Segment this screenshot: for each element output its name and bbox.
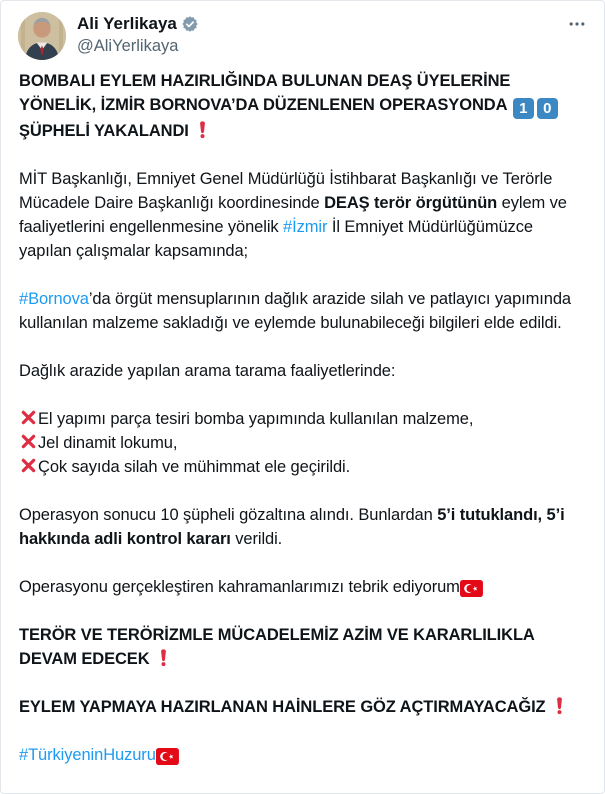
text-segment: eylem ve faaliyetlerini engellenmesine yönelik [19, 194, 567, 236]
tweet-paragraph [19, 743, 588, 767]
text-segment: ’da örgüt mensuplarının dağlık arazide silah ve patlayıcı yapımında kullanılan malzeme sakladığı ve eylemde bulunabileceği bilgileri elde edildi. [19, 290, 572, 332]
bold-text-segment: 5’i tutuklandı, 5’i hakkında adli kontrol kararı [19, 506, 565, 548]
cross-mark-emoji [19, 456, 38, 475]
red-exclamation-emoji [154, 648, 173, 667]
text-segment: İl Emniyet Müdürlüğümüzce yapılan çalışmalar kapsamında; [19, 218, 533, 260]
display-name[interactable]: Ali Yerlikaya [77, 14, 177, 33]
turkey-flag-emoji [460, 580, 483, 597]
text-segment: MİT Başkanlığı, Emniyet Genel Müdürlüğü İstihbarat Başkanlığı ve Terörle Mücadele Daire Başkanlığı koordinesinde [19, 170, 553, 212]
tweet-paragraph [19, 575, 588, 599]
more-options-icon [567, 14, 587, 34]
more-options-button[interactable] [564, 11, 590, 37]
text-segment: BOMBALI EYLEM HAZIRLIĞINDA BULUNAN DEAŞ ÜYELERİNE YÖNELİK, İZMİR BORNOVA’DA DÜZENLENEN OPERASYONDA [19, 72, 512, 114]
hashtag-link[interactable]: #TürkiyeninHuzuru [19, 746, 156, 764]
cross-mark-emoji [19, 432, 38, 451]
hashtag-link[interactable]: #Bornova [19, 290, 89, 308]
keycap-digit-emoji: 1 [513, 98, 534, 119]
verified-badge-icon [181, 15, 199, 33]
text-segment: verildi. [230, 530, 283, 548]
text-segment: Operasyon sonucu 10 şüpheli gözaltına alındı. Bunlardan [19, 506, 438, 524]
tweet-paragraph [19, 359, 588, 383]
avatar-portrait [18, 12, 66, 60]
tweet-paragraph [19, 69, 588, 143]
cross-mark-emoji [19, 408, 38, 427]
tweet-paragraph [19, 167, 588, 263]
avatar[interactable] [18, 12, 66, 60]
tweet-paragraph [19, 503, 588, 551]
tweet-header [1, 1, 604, 60]
text-segment: Çok sayıda silah ve mühimmat ele geçirildi. [38, 458, 351, 476]
tweet-paragraph [19, 695, 588, 719]
text-segment: TERÖR VE TERÖRİZMLE MÜCADELEMİZ AZİM VE KARARLILIKLA DEVAM EDECEK [19, 626, 535, 668]
keycap-digit-emoji: 0 [537, 98, 558, 119]
turkey-flag-emoji [156, 748, 179, 765]
tweet-paragraph [19, 287, 588, 335]
hashtag-link[interactable]: #İzmir [283, 218, 328, 236]
text-segment: Operasyonu gerçekleştiren kahramanlarımızı tebrik ediyorum [19, 578, 460, 596]
user-handle[interactable]: @AliYerlikaya [77, 37, 179, 56]
bold-text-segment: DEAŞ terör örgütünün [324, 194, 498, 212]
red-exclamation-emoji [193, 120, 212, 139]
text-segment: EYLEM YAPMAYA HAZIRLANAN HAİNLERE GÖZ AÇTIRMAYACAĞIZ [19, 698, 551, 716]
text-segment: Dağlık arazide yapılan arama tarama faaliyetlerinde: [19, 362, 396, 380]
text-segment: ŞÜPHELİ YAKALANDI [19, 122, 194, 140]
identity-block [77, 12, 199, 57]
text-segment: Jel dinamit lokumu, [38, 434, 178, 452]
tweet-paragraph [19, 623, 588, 671]
red-exclamation-emoji [550, 696, 569, 715]
tweet-text [1, 60, 604, 767]
text-segment: El yapımı parça tesiri bomba yapımında kullanılan malzeme, [38, 410, 474, 428]
tweet-paragraph [19, 407, 588, 479]
